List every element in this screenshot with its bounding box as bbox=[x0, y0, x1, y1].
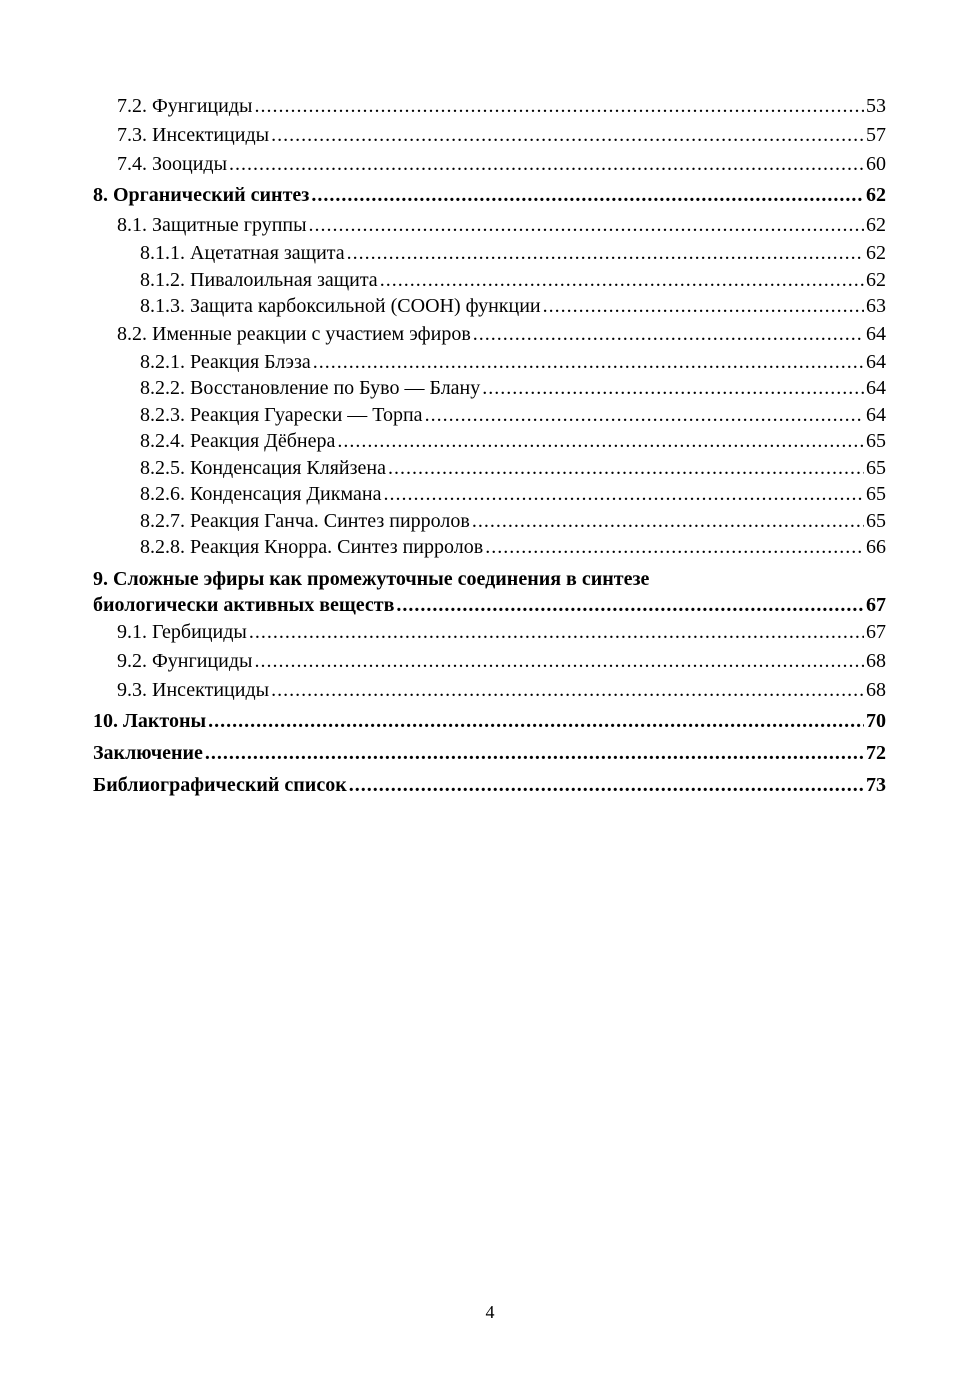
toc-entry-title: 7.3. Инсектициды bbox=[117, 124, 270, 146]
toc-leader-dots bbox=[249, 618, 864, 647]
toc-entry-page: 62 bbox=[866, 242, 886, 264]
toc-leader-dots bbox=[425, 402, 864, 429]
toc-entry-title: 8.1.2. Пивалоильная защита bbox=[140, 268, 378, 291]
toc-entry-title: 8.1.1. Ацетатная защита bbox=[140, 242, 345, 264]
toc-leader-dots bbox=[337, 428, 864, 455]
toc-entry-title: Библиографический список bbox=[93, 773, 347, 796]
toc-entry-page: 66 bbox=[866, 536, 886, 558]
toc-entry-page: 65 bbox=[866, 483, 886, 505]
toc-entry[interactable] bbox=[93, 508, 886, 535]
toc-entry[interactable] bbox=[93, 402, 886, 429]
toc-entry[interactable] bbox=[93, 647, 886, 676]
toc-entry-page: 64 bbox=[866, 322, 886, 345]
toc-entry-page: 62 bbox=[866, 268, 886, 291]
toc-leader-dots bbox=[254, 92, 864, 121]
toc-leader-dots bbox=[313, 349, 864, 376]
toc-leader-dots bbox=[396, 592, 864, 618]
toc-leader-dots bbox=[271, 121, 864, 150]
toc-entry-title: 8.2.5. Конденсация Кляйзена bbox=[140, 456, 386, 479]
toc-entry-page: 64 bbox=[866, 350, 886, 373]
toc-entry-title: 8.2.7. Реакция Ганча. Синтез пирролов bbox=[140, 509, 470, 532]
toc-leader-dots bbox=[309, 211, 864, 240]
toc-entry-title: 8.1.3. Защита карбоксильной (СООН) функции bbox=[140, 295, 541, 317]
toc-entry[interactable] bbox=[93, 676, 886, 705]
toc-entry-page: 65 bbox=[866, 509, 886, 532]
toc-entry[interactable] bbox=[93, 349, 886, 376]
toc-entry-title: 8.1. Защитные группы bbox=[117, 214, 307, 236]
toc-leader-dots bbox=[383, 481, 864, 508]
toc-entry[interactable] bbox=[93, 428, 886, 455]
table-of-contents bbox=[93, 92, 886, 801]
toc-leader-dots bbox=[271, 676, 864, 705]
toc-leader-dots bbox=[388, 455, 864, 482]
toc-leader-dots bbox=[482, 375, 864, 402]
toc-entry-title: 8. Органический синтез bbox=[93, 184, 310, 206]
toc-entry[interactable] bbox=[93, 92, 886, 121]
toc-leader-dots bbox=[205, 737, 864, 769]
toc-entry[interactable] bbox=[93, 705, 886, 737]
toc-leader-dots bbox=[349, 769, 864, 801]
toc-entry[interactable] bbox=[93, 481, 886, 508]
toc-entry-title-line2: биологически активных веществ bbox=[93, 593, 395, 616]
toc-entry-page: 65 bbox=[866, 456, 886, 479]
toc-entry[interactable] bbox=[93, 455, 886, 482]
toc-entry-page: 67 bbox=[866, 620, 886, 643]
toc-leader-dots bbox=[347, 240, 864, 267]
toc-entry-page: 67 bbox=[866, 593, 886, 616]
toc-entry[interactable] bbox=[93, 121, 886, 150]
toc-entry[interactable] bbox=[93, 293, 886, 320]
toc-entry-title: 9.1. Гербициды bbox=[117, 620, 247, 643]
toc-entry-page: 70 bbox=[866, 709, 886, 732]
toc-leader-dots bbox=[543, 293, 864, 320]
toc-section-after bbox=[93, 618, 886, 801]
toc-entry-title: 10. Лактоны bbox=[93, 709, 207, 732]
toc-entry-title: 8.2.4. Реакция Дёбнера bbox=[140, 430, 336, 452]
toc-entry[interactable] bbox=[93, 320, 886, 349]
toc-entry-page: 63 bbox=[866, 295, 886, 317]
toc-entry-page: 62 bbox=[866, 214, 886, 236]
toc-entry[interactable] bbox=[93, 211, 886, 240]
toc-entry[interactable] bbox=[93, 769, 886, 801]
toc-leader-dots bbox=[485, 534, 864, 561]
toc-entry-title-line1: 9. Сложные эфиры как промежуточные соединения в синтезе bbox=[93, 567, 650, 590]
toc-entry-page: 68 bbox=[866, 678, 886, 701]
toc-entry[interactable] bbox=[93, 179, 886, 211]
toc-entry-page: 68 bbox=[866, 649, 886, 672]
toc-leader-dots bbox=[473, 320, 864, 349]
toc-entry[interactable] bbox=[93, 375, 886, 402]
toc-leader-dots bbox=[311, 179, 864, 211]
toc-entry[interactable] bbox=[93, 534, 886, 561]
toc-entry-page: 57 bbox=[866, 124, 886, 146]
toc-entry-title: 8.2.8. Реакция Кнорра. Синтез пирролов bbox=[140, 536, 484, 558]
toc-entry-title: Заключение bbox=[93, 741, 203, 764]
toc-entry-title: 9.3. Инсектициды bbox=[117, 678, 270, 701]
toc-entry-title: 8.2.2. Восстановление по Буво — Блану bbox=[140, 377, 481, 399]
toc-entry-title: 7.2. Фунгициды bbox=[117, 95, 253, 117]
toc-entry-title: 8.2.6. Конденсация Дикмана bbox=[140, 483, 382, 505]
toc-entry-page: 64 bbox=[866, 403, 886, 426]
toc-entry[interactable] bbox=[93, 267, 886, 294]
toc-entry-title: 9.2. Фунгициды bbox=[117, 649, 253, 672]
toc-entry-page: 53 bbox=[866, 95, 886, 117]
toc-entry-page: 64 bbox=[866, 377, 886, 399]
toc-entry-title: 8.2.1. Реакция Блэза bbox=[140, 350, 311, 373]
toc-leader-dots bbox=[254, 647, 864, 676]
toc-entry[interactable] bbox=[93, 240, 886, 267]
toc-entry-page: 72 bbox=[866, 741, 886, 764]
toc-entry-chapter-9[interactable] bbox=[93, 566, 886, 618]
toc-entry[interactable] bbox=[93, 618, 886, 647]
toc-entry-title: 8.2. Именные реакции с участием эфиров bbox=[117, 322, 471, 345]
toc-entry[interactable] bbox=[93, 150, 886, 179]
toc-entry-title: 7.4. Зооциды bbox=[117, 153, 228, 175]
toc-entry-page: 62 bbox=[866, 184, 886, 206]
toc-entry[interactable] bbox=[93, 737, 886, 769]
toc-entry-title: 8.2.3. Реакция Гуарески — Торпа bbox=[140, 403, 423, 426]
toc-entry-page: 65 bbox=[866, 430, 886, 452]
toc-entry-page: 73 bbox=[866, 773, 886, 796]
toc-section-before bbox=[93, 92, 886, 561]
toc-entry-page: 60 bbox=[866, 153, 886, 175]
toc-leader-dots bbox=[380, 267, 864, 294]
page-number: 4 bbox=[485, 1302, 495, 1322]
toc-leader-dots bbox=[472, 508, 864, 535]
toc-leader-dots bbox=[229, 150, 864, 179]
toc-leader-dots bbox=[208, 705, 864, 737]
